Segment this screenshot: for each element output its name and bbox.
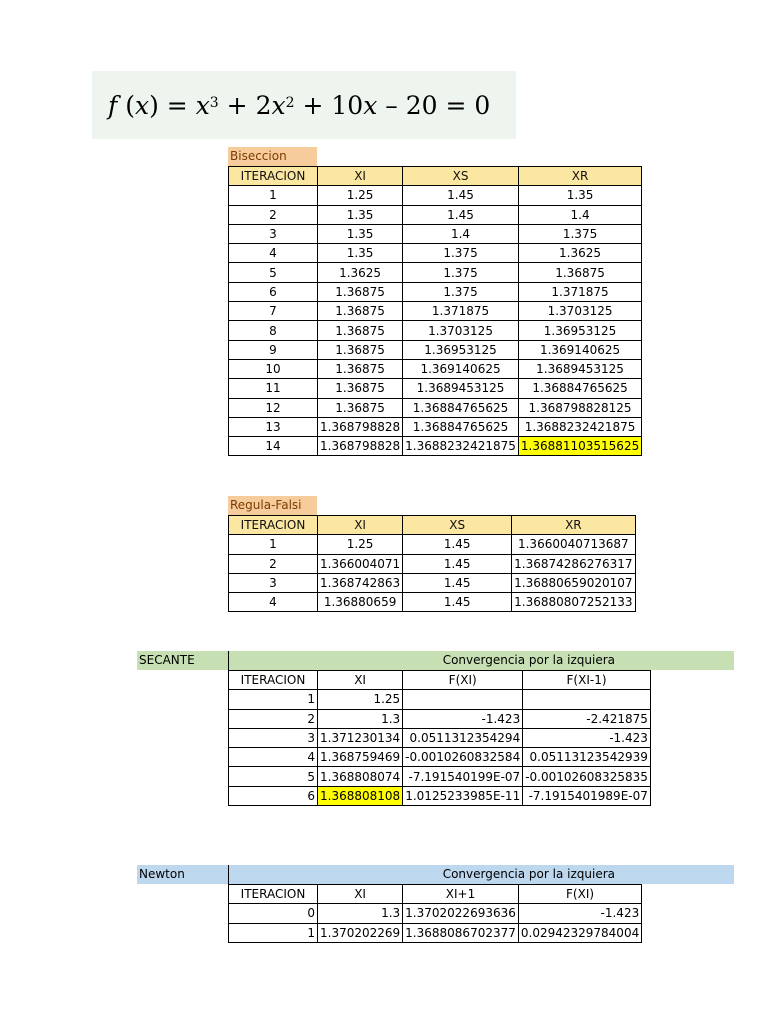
- header-cell: ITERACION: [229, 167, 318, 186]
- table-cell: 1: [229, 535, 318, 554]
- table-cell: 1.3625: [318, 263, 403, 282]
- table-row: [229, 359, 642, 378]
- table-cell: 1.36875: [318, 302, 403, 321]
- table-row: [229, 709, 651, 728]
- newton-table: [228, 884, 642, 943]
- table-cell: 7: [229, 302, 318, 321]
- biseccion-title: Biseccion: [228, 147, 317, 166]
- table-row: [229, 748, 651, 767]
- table-cell: 6: [229, 786, 318, 805]
- table-cell: 1.368798828: [318, 417, 403, 436]
- table-row: [229, 379, 642, 398]
- table-cell: 10: [229, 359, 318, 378]
- table-cell: 1.36884765625: [403, 398, 519, 417]
- table-cell: 1.35: [518, 186, 641, 205]
- header-cell: XI: [318, 671, 403, 690]
- header-cell: F(XI-1): [523, 671, 651, 690]
- table-row: [229, 690, 651, 709]
- table-cell: 11: [229, 379, 318, 398]
- table-cell: 1.3688086702377: [403, 923, 519, 942]
- header-cell: F(XI): [403, 671, 523, 690]
- table-cell: 9: [229, 340, 318, 359]
- table-cell: -2.421875: [523, 709, 651, 728]
- table-cell: 6: [229, 282, 318, 301]
- table-header-row: [229, 885, 642, 904]
- table-cell: 1.45: [403, 593, 512, 612]
- secante-banner: [228, 651, 734, 670]
- table-cell: 1.36880659: [318, 593, 403, 612]
- table-cell: 1.369140625: [518, 340, 641, 359]
- table-cell: 1.36884765625: [403, 417, 519, 436]
- table-cell: 1.375: [403, 282, 519, 301]
- table-cell: 1.25: [318, 690, 403, 709]
- table-row: [229, 417, 642, 436]
- table-row: [229, 904, 642, 923]
- table-row: [229, 244, 642, 263]
- table-cell: 1.36875: [318, 321, 403, 340]
- table-cell: 1.371875: [518, 282, 641, 301]
- header-cell: ITERACION: [229, 516, 318, 535]
- table-cell: 14: [229, 437, 318, 456]
- table-cell: 1.36875: [518, 263, 641, 282]
- table-cell: 2: [229, 554, 318, 573]
- formula-image: f ( x ) = x $^3$ + 2 x $^2$ + 10 x – 20 = 0: [92, 71, 516, 139]
- table-cell: 1.368798828: [318, 437, 403, 456]
- table-cell: 13: [229, 417, 318, 436]
- table-row: [229, 340, 642, 359]
- table-cell: 1.370202269: [318, 923, 403, 942]
- table-row: [229, 186, 642, 205]
- table-row: [229, 224, 642, 243]
- table-cell: 1.45: [403, 186, 519, 205]
- table-cell: 3: [229, 728, 318, 747]
- table-cell: 1.375: [403, 244, 519, 263]
- secante-label: SECANTE: [137, 651, 228, 670]
- table-cell: 1.45: [403, 554, 512, 573]
- table-cell: 2: [229, 205, 318, 224]
- table-header-row: [229, 167, 642, 186]
- biseccion-table: [228, 166, 642, 456]
- table-cell: 12: [229, 398, 318, 417]
- header-cell: XI+1: [403, 885, 519, 904]
- table-cell: 1.36953125: [518, 321, 641, 340]
- secante-banner-text: Convergencia por la izquiera: [442, 653, 615, 667]
- table-cell: 1.3703125: [518, 302, 641, 321]
- table-cell: 1.36880659020107: [512, 573, 635, 592]
- table-cell: 0.0511312354294: [403, 728, 523, 747]
- table-row: [229, 321, 642, 340]
- header-cell: ITERACION: [229, 885, 318, 904]
- table-cell: 2: [229, 709, 318, 728]
- table-row: [229, 205, 642, 224]
- table-row: [229, 398, 642, 417]
- table-cell: 5: [229, 767, 318, 786]
- table-row: [229, 923, 642, 942]
- table-cell: 1.368808074: [318, 767, 403, 786]
- regula-falsi-table: [228, 515, 636, 612]
- table-row: [229, 554, 636, 573]
- table-cell: 1.35: [318, 205, 403, 224]
- table-cell: 3: [229, 573, 318, 592]
- table-cell: -7.191540199E-07: [403, 767, 523, 786]
- table-row: [229, 573, 636, 592]
- table-header-row: [229, 516, 636, 535]
- newton-label: Newton: [137, 865, 228, 884]
- header-cell: XS: [403, 167, 519, 186]
- table-cell: -0.0010260832584: [403, 748, 523, 767]
- table-cell: 1.36953125: [403, 340, 519, 359]
- table-cell: -1.423: [518, 904, 641, 923]
- table-cell: 8: [229, 321, 318, 340]
- table-cell: 1.3703125: [403, 321, 519, 340]
- table-cell: 1.35: [318, 224, 403, 243]
- table-cell: 1.25: [318, 186, 403, 205]
- table-cell: 1.375: [403, 263, 519, 282]
- table-cell: 0.05113123542939: [523, 748, 651, 767]
- table-cell: 1.25: [318, 535, 403, 554]
- table-cell: 1.45: [403, 573, 512, 592]
- header-cell: XR: [512, 516, 635, 535]
- table-cell: 1.3688232421875: [403, 437, 519, 456]
- table-cell: 1.36875: [318, 398, 403, 417]
- table-cell: 1.3688232421875: [518, 417, 641, 436]
- table-row: [229, 282, 642, 301]
- table-cell: [403, 690, 523, 709]
- table-cell: 1: [229, 186, 318, 205]
- table-cell: 1.0125233985E-11: [403, 786, 523, 805]
- table-cell: 1.368759469: [318, 748, 403, 767]
- table-cell: -0.00102608325835: [523, 767, 651, 786]
- table-cell: 4: [229, 748, 318, 767]
- table-cell: 1.4: [518, 205, 641, 224]
- table-cell: 1.36884765625: [518, 379, 641, 398]
- table-cell: 1.36874286276317: [512, 554, 635, 573]
- header-cell: XS: [403, 516, 512, 535]
- table-cell: 1.375: [518, 224, 641, 243]
- table-cell: 1: [229, 690, 318, 709]
- table-cell: -7.1915401989E-07: [523, 786, 651, 805]
- header-cell: XI: [318, 885, 403, 904]
- table-cell: 1.3702022693636: [403, 904, 519, 923]
- table-row: [229, 302, 642, 321]
- table-cell: 1.371875: [403, 302, 519, 321]
- table-row: [229, 767, 651, 786]
- table-cell: 0: [229, 904, 318, 923]
- header-cell: XI: [318, 516, 403, 535]
- header-cell: ITERACION: [229, 671, 318, 690]
- table-cell: 5: [229, 263, 318, 282]
- table-cell: 1.35: [318, 244, 403, 263]
- table-cell: 1.368798828125: [518, 398, 641, 417]
- table-cell: 1.369140625: [403, 359, 519, 378]
- table-cell: 1.3689453125: [518, 359, 641, 378]
- table-cell: 1.3: [318, 904, 403, 923]
- table-cell: [523, 690, 651, 709]
- table-cell: 1.368742863: [318, 573, 403, 592]
- table-cell: 1.36880807252133: [512, 593, 635, 612]
- newton-banner: [228, 865, 734, 884]
- table-row: [229, 535, 636, 554]
- table-row: [229, 786, 651, 805]
- table-cell: 1.368808108: [318, 786, 403, 805]
- table-row: [229, 263, 642, 282]
- table-row: [229, 593, 636, 612]
- regula-falsi-title: Regula-Falsi: [228, 496, 317, 515]
- table-cell: 1.3625: [518, 244, 641, 263]
- table-cell: -1.423: [523, 728, 651, 747]
- table-cell: 1.3: [318, 709, 403, 728]
- header-cell: F(XI): [518, 885, 641, 904]
- table-cell: 1.3660040713687: [512, 535, 635, 554]
- newton-banner-text: Convergencia por la izquiera: [442, 867, 615, 881]
- table-cell: 1.36875: [318, 340, 403, 359]
- table-cell: 1.36881103515625: [518, 437, 641, 456]
- table-row: [229, 728, 651, 747]
- table-cell: 1.45: [403, 535, 512, 554]
- table-cell: 1.366004071: [318, 554, 403, 573]
- table-row: [229, 437, 642, 456]
- table-cell: -1.423: [403, 709, 523, 728]
- table-cell: 1: [229, 923, 318, 942]
- table-cell: 1.371230134: [318, 728, 403, 747]
- table-cell: 1.36875: [318, 359, 403, 378]
- table-cell: 4: [229, 244, 318, 263]
- table-cell: 1.3689453125: [403, 379, 519, 398]
- header-cell: XI: [318, 167, 403, 186]
- table-cell: 1.4: [403, 224, 519, 243]
- table-cell: 4: [229, 593, 318, 612]
- table-header-row: [229, 671, 651, 690]
- table-cell: 1.36875: [318, 379, 403, 398]
- table-cell: 1.36875: [318, 282, 403, 301]
- table-cell: 3: [229, 224, 318, 243]
- table-cell: 0.02942329784004: [518, 923, 641, 942]
- secante-table: [228, 670, 651, 806]
- header-cell: XR: [518, 167, 641, 186]
- table-cell: 1.45: [403, 205, 519, 224]
